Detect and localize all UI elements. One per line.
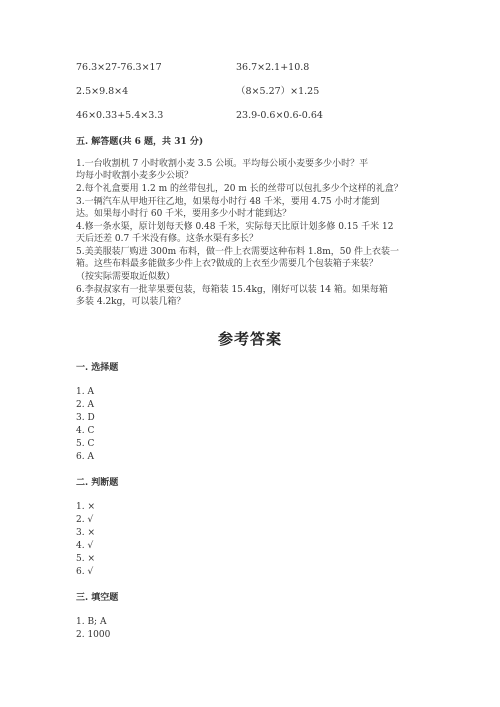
answer-item: 4. √ bbox=[76, 541, 94, 551]
calc-problem-4: （8×5.27）×1.25 bbox=[236, 86, 320, 97]
problem-line: 2.每个礼盒要用 1.2 m 的丝带包扎，20 m 长的丝带可以包扎多少个这样的礼盒？ bbox=[76, 184, 403, 194]
section-heading-word-problems: 五. 解答题(共 6 题，共 31 分) bbox=[76, 137, 204, 147]
problem-line: 5.美美服装厂购进 300m 布料，做一件上衣需要这种布料 1.8m，50 件上衣装一 bbox=[76, 247, 400, 257]
answer-item: 3. D bbox=[76, 413, 95, 423]
answer-item: 2. √ bbox=[76, 515, 94, 525]
calc-problem-1: 76.3×27-76.3×17 bbox=[76, 62, 162, 73]
problem-line: 多装 4.2kg，可以装几箱？ bbox=[76, 297, 186, 307]
calc-problem-3: 2.5×9.8×4 bbox=[76, 86, 129, 97]
answer-item: 6. √ bbox=[76, 567, 94, 577]
calc-problem-2: 36.7×2.1+10.8 bbox=[236, 62, 310, 73]
answer-item: 4. C bbox=[76, 426, 95, 436]
answer-item: 2. A bbox=[76, 400, 94, 410]
answer-item: 2. 1000 bbox=[76, 630, 111, 640]
problem-line: 1.一台收割机 7 小时收割小麦 3.5 公顷。平均每公顷小麦要多少小时？平 bbox=[76, 159, 369, 169]
problem-line: 箱。这些布料最多能做多少件上衣?做成的上衣至少需要几个包装箱子来装？ bbox=[76, 259, 378, 269]
problem-line: 天后还差 0.7 千米没有修。这条水渠有多长？ bbox=[76, 234, 259, 244]
answer-item: 1. B; A bbox=[76, 617, 107, 627]
answer-item: 5. C bbox=[76, 439, 95, 449]
calc-problem-6: 23.9-0.6×0.6-0.64 bbox=[236, 110, 323, 121]
problem-line: 6.李叔叔家有一批苹果要包装，每箱装 15.4kg，刚好可以装 14 箱。如果每箱 bbox=[76, 285, 388, 295]
problem-line: （按实际需要取近似数） bbox=[76, 272, 176, 282]
calc-problem-5: 46×0.33+5.4×3.3 bbox=[76, 110, 164, 121]
answer-item: 5. × bbox=[76, 554, 95, 564]
answer-item: 1. A bbox=[76, 387, 94, 397]
answer-item: 6. A bbox=[76, 452, 94, 462]
problem-line: 均每小时收割小麦多少公顷？ bbox=[76, 171, 194, 181]
answer-item: 1. × bbox=[76, 502, 95, 512]
answer-item: 3. × bbox=[76, 528, 95, 538]
problem-line: 4.修一条水渠，原计划每天修 0.48 千米，实际每天比原计划多修 0.15 千米 12 bbox=[76, 222, 394, 232]
answers-heading-judgement: 二. 判断题 bbox=[76, 478, 119, 488]
problem-line: 达。如果每小时行 60 千米，要用多少小时才能到达？ bbox=[76, 209, 292, 219]
problem-line: 3.一辆汽车从甲地开往乙地，如果每小时行 48 千米，要用 4.75 小时才能到 bbox=[76, 197, 380, 207]
answers-title: 参考答案 bbox=[217, 330, 282, 348]
answers-heading-fill-blank: 三. 填空题 bbox=[76, 593, 119, 603]
answers-heading-choice: 一. 选择题 bbox=[76, 363, 119, 373]
